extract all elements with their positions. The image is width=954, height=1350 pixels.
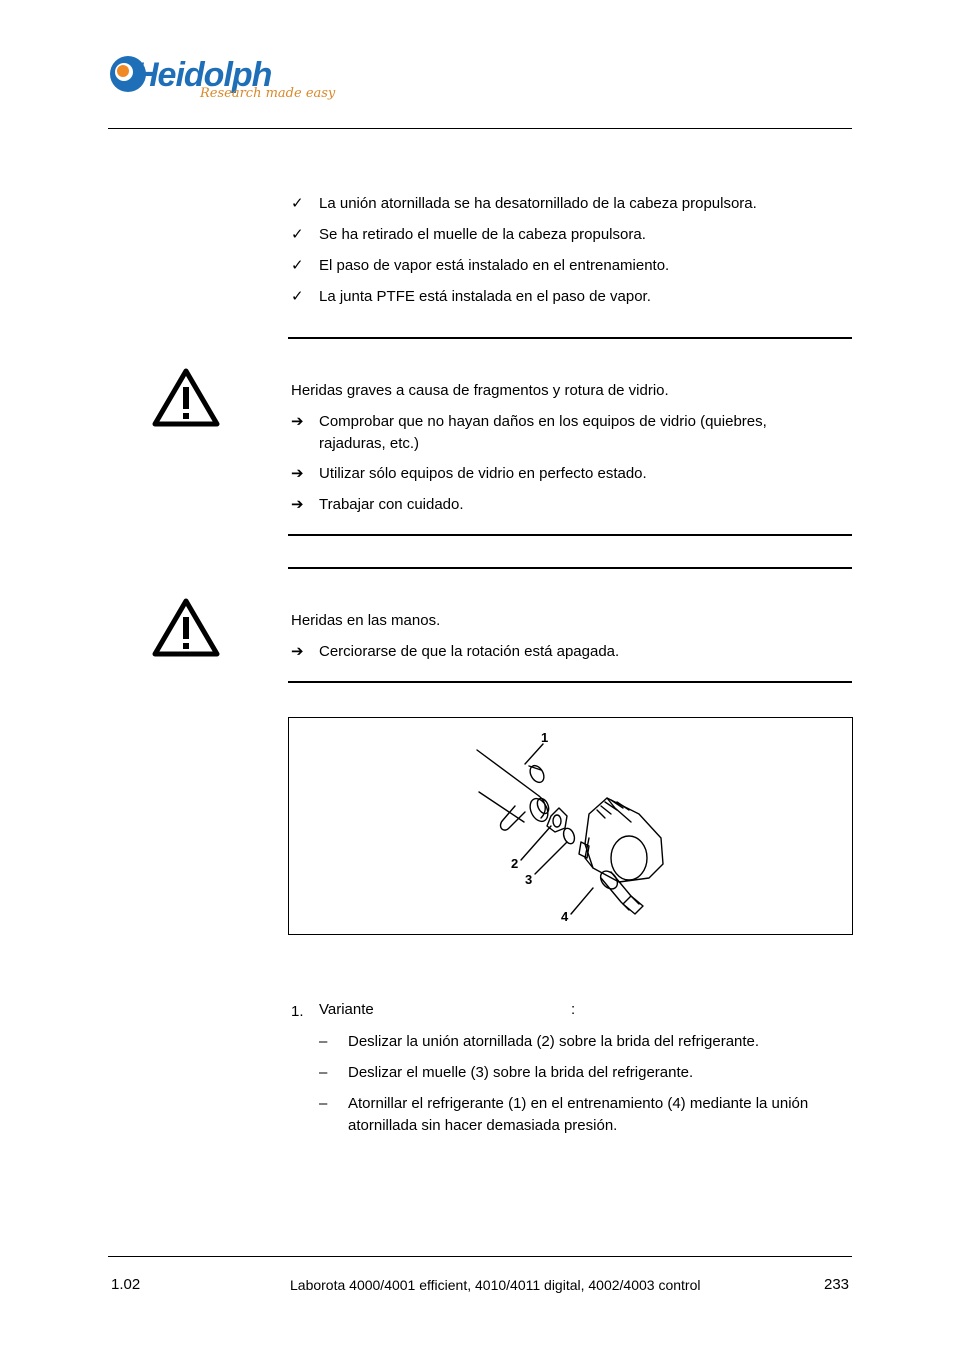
check-icon: ✓ (291, 257, 304, 274)
warning-triangle-icon (152, 367, 220, 427)
step-number: 1. (291, 1003, 304, 1020)
checklist-item: La unión atornillada se ha desatornillado de la cabeza propulsora. (319, 195, 757, 212)
warning-action: Cerciorarse de que la rotación está apagada. (319, 643, 620, 660)
arrow-icon: ➔ (291, 413, 304, 430)
arrow-icon: ➔ (291, 465, 304, 482)
substep: Deslizar la unión atornillada (2) sobre la brida del refrigerante. (348, 1033, 760, 1050)
warning-rule-top (288, 567, 852, 569)
header-rule (108, 128, 852, 129)
dash-bullet: – (319, 1033, 328, 1050)
footer-rule (108, 1256, 852, 1257)
figure-label: 3 (525, 872, 533, 887)
warning-text: Heridas en las manos. (291, 612, 441, 629)
condenser-assembly-illustration (289, 718, 852, 934)
page-number: 233 (824, 1276, 850, 1293)
footer-version: 1.02 (111, 1276, 141, 1293)
logo-tagline: Research made easy (200, 86, 336, 101)
check-icon: ✓ (291, 288, 304, 305)
footer-product: Laborota 4000/4001 efficient, 4010/4011 digital, 4002/4003 control (290, 1277, 701, 1293)
figure-label: 4 (561, 909, 569, 924)
arrow-icon: ➔ (291, 643, 304, 660)
substep: Atornillar el refrigerante (1) en el entrenamiento (4) mediante la unión atornillada sin hacer demasiada presión. (348, 1095, 809, 1134)
step-colon: : (571, 1001, 576, 1018)
step-label: Variante (319, 1001, 374, 1018)
logo-text: Heidolph (134, 56, 272, 94)
arrow-icon: ➔ (291, 496, 304, 513)
warning-rule-bottom (288, 681, 852, 683)
substep: Deslizar el muelle (3) sobre la brida del refrigerante. (348, 1064, 694, 1081)
dash-bullet: – (319, 1095, 328, 1112)
warning-action: Comprobar que no hayan daños en los equipos de vidrio (quiebres, rajaduras, etc.) (319, 413, 767, 452)
dash-bullet: – (319, 1064, 328, 1081)
warning-rule-top (288, 337, 852, 339)
check-icon: ✓ (291, 226, 304, 243)
check-icon: ✓ (291, 195, 304, 212)
figure-label: 1 (541, 730, 549, 745)
warning-triangle-icon (152, 597, 220, 657)
warning-rule-bottom (288, 534, 852, 536)
figure-frame (288, 717, 853, 935)
figure-label: 2 (511, 856, 519, 871)
warning-action: Utilizar sólo equipos de vidrio en perfecto estado. (319, 465, 647, 482)
checklist-item: La junta PTFE está instalada en el paso de vapor. (319, 288, 651, 305)
checklist-item: El paso de vapor está instalado en el entrenamiento. (319, 257, 670, 274)
checklist-item: Se ha retirado el muelle de la cabeza propulsora. (319, 226, 646, 243)
warning-text: Heridas graves a causa de fragmentos y rotura de vidrio. (291, 382, 669, 399)
warning-action: Trabajar con cuidado. (319, 496, 464, 513)
